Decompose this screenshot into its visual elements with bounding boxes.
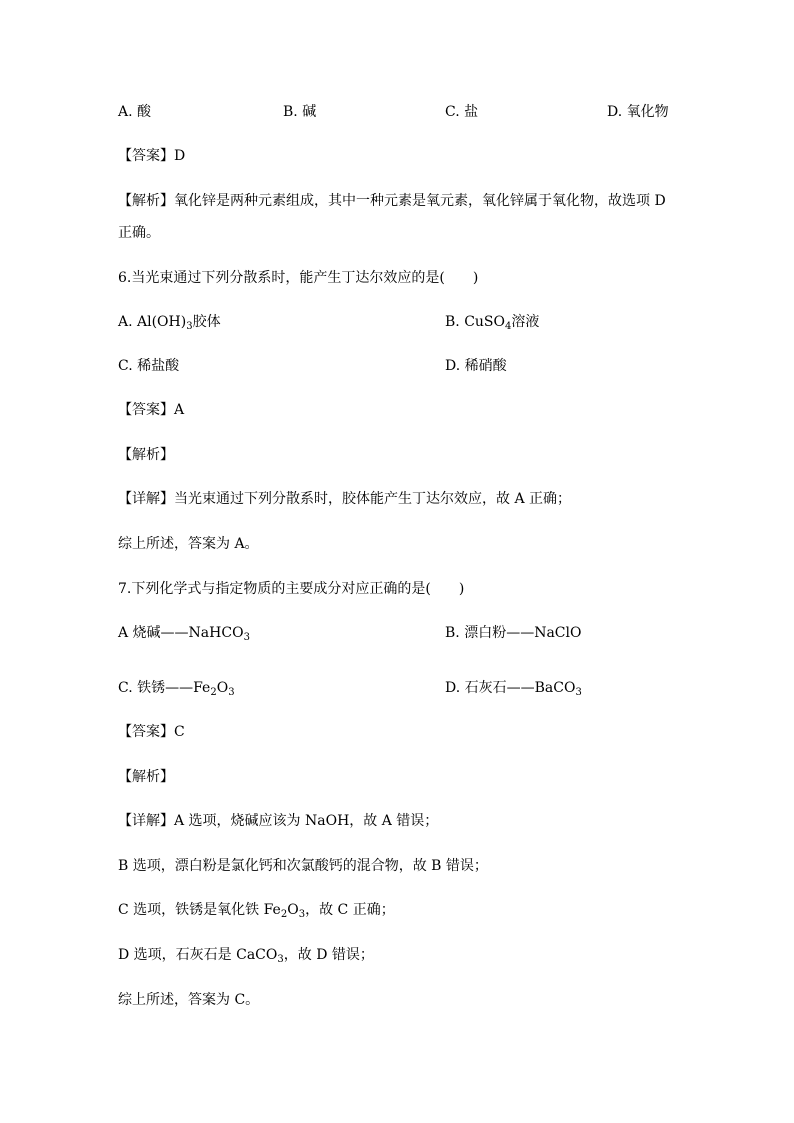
q7-option-c: C. 铁锈$——Fe_2O_3$ bbox=[118, 680, 235, 698]
q6-question: 6.当光束通过下列分散系时，能产生丁达尔效应的是( ) bbox=[118, 270, 479, 286]
q6-detail: 【详解】当光束通过下列分散系时，胶体能产生丁达尔效应，故 A 正确； bbox=[118, 491, 572, 507]
q7-detail-a: 【详解】A 选项，烧碱应该为 NaOH，故 A 错误； bbox=[118, 813, 439, 829]
q6-summary: 综上所述，答案为 A。 bbox=[118, 536, 259, 552]
q7-option-a: A 烧碱——NaHCO$_3$ bbox=[118, 625, 250, 643]
q5-answer: 【答案】D bbox=[118, 148, 186, 164]
q7-summary: 综上所述，答案为 C。 bbox=[118, 992, 260, 1008]
q7-option-d: D. 石灰石——BaCO$_3$ bbox=[445, 680, 582, 698]
q6-option-b: B. CuSO$_4$溶液 bbox=[445, 314, 540, 332]
q5-option-c: C. 盐 bbox=[445, 104, 479, 120]
q5-option-d: D. 氧化物 bbox=[607, 104, 669, 120]
q6-answer: 【答案】A bbox=[118, 402, 185, 418]
q6-option-a: A. $Al(OH)_3$胶体 bbox=[118, 314, 221, 332]
q6-option-c: C. 稀盐酸 bbox=[118, 358, 180, 374]
q7-answer: 【答案】C bbox=[118, 724, 185, 740]
q6-analysis: 【解析】 bbox=[118, 447, 174, 463]
q5-option-b: B. 碱 bbox=[283, 104, 317, 120]
q7-detail-c: C 选项，铁锈是氧化铁 $Fe_2O_3$，故 C 正确； bbox=[118, 902, 395, 920]
q5-analysis-line2: 正确。 bbox=[118, 225, 160, 241]
q7-detail-b: B 选项，漂白粉是氯化钙和次氯酸钙的混合物，故 B 错误； bbox=[118, 858, 488, 874]
q7-question: 7.下列化学式与指定物质的主要成分对应正确的是( ) bbox=[118, 581, 465, 597]
q7-detail-d: D 选项，石灰石是 CaCO$_3$，故 D 错误； bbox=[118, 947, 374, 965]
q7-option-b: B. 漂白粉——NaClO bbox=[445, 625, 582, 641]
q7-analysis: 【解析】 bbox=[118, 769, 174, 785]
q5-option-a: A. 酸 bbox=[118, 104, 152, 120]
q6-option-d: D. 稀硝酸 bbox=[445, 358, 507, 374]
q5-analysis-line1: 【解析】氧化锌是两种元素组成，其中一种元素是氧元素，氧化锌属于氧化物，故选项 D bbox=[118, 193, 666, 209]
